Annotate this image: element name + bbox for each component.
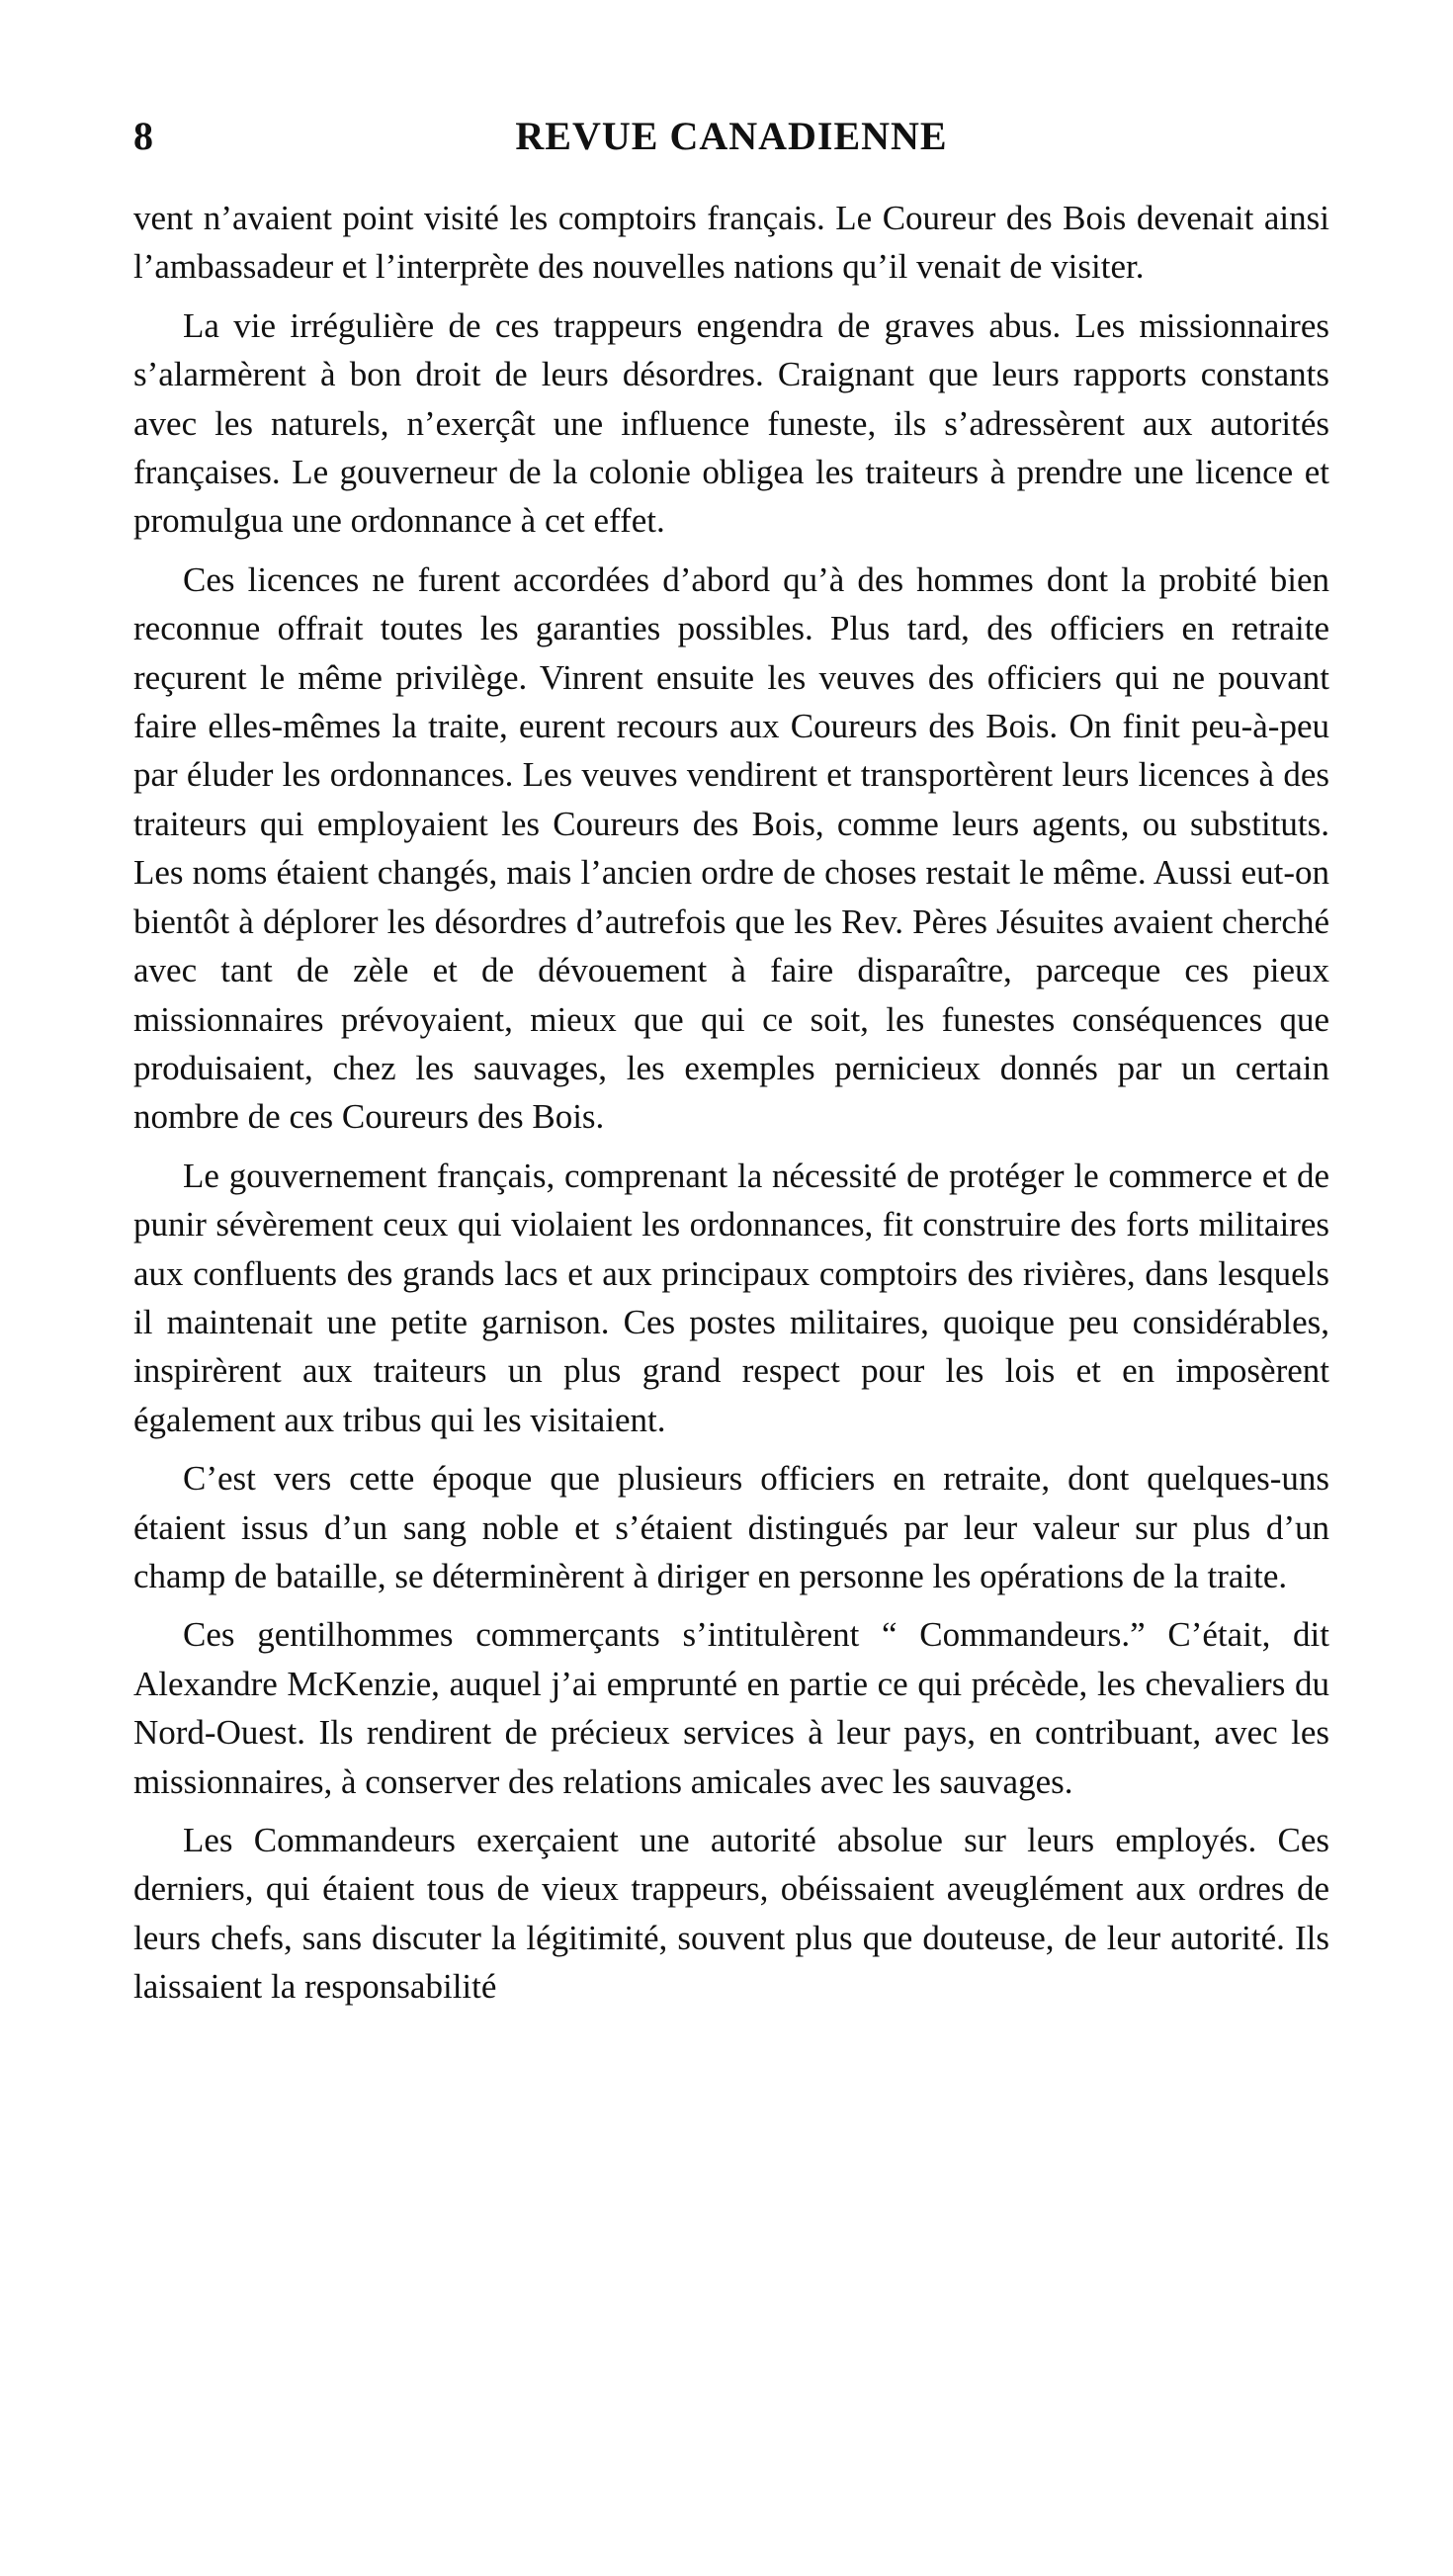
page-number: 8 bbox=[133, 114, 153, 158]
running-head bbox=[133, 107, 1329, 166]
paragraph: La vie irrégulière de ces trappeurs engendra de graves abus. Les missionnaires s’alarmèrent à bon droit de leurs désordres. Craignant que leurs rapports constants avec les naturels, n’exerçât une influence funeste, ils s’adressèrent aux autorités françaises. Le gouverneur de la colonie obligea les traiteurs à prendre une licence et promulgua une ordonnance à cet effet. bbox=[133, 305, 1329, 541]
page bbox=[133, 107, 1329, 2021]
paragraph: Ces gentilhommes commerçants s’intitulèrent “ Commandeurs.” C’était, dit Alexandre McKenzie, auquel j’ai emprunté en partie ce qui précède, les chevaliers du Nord-Ouest. Ils rendirent de précieux services à leur pays, en contribuant, avec les missionnaires, à conserver des relations amicales avec les sauvages. bbox=[133, 1615, 1329, 1801]
paragraph: Ces licences ne furent accordées d’abord qu’à des hommes dont la probité bien reconnue offrait toutes les garanties possibles. Plus tard, des officiers en retraite reçurent le même privilège. Vinrent ensuite les veuves des officiers qui ne pouvant faire elles-mêmes la traite, eurent recours aux Coureurs des Bois. On finit peu-à-peu par éluder les ordonnances. Les veuves vendirent et transportèrent leurs licences à des traiteurs qui employaient les Coureurs des Bois, comme leurs agents, ou substituts. Les noms étaient changés, mais l’ancien ordre de choses restait le même. Aussi eut-on bientôt à déplorer les désordres d’autrefois que les Rev. Pères Jésuites avaient cherché avec tant de zèle et de dévouement à faire disparaître, parceque ces pieux missionnaires prévoyaient, mieux que qui ce soit, les funestes conséquences que produisaient, chez les sauvages, les exemples pernicieux donnés par un certain nombre de ces Coureurs des Bois. bbox=[133, 559, 1329, 1137]
body-text bbox=[133, 194, 1329, 2012]
journal-title: REVUE CANADIENNE bbox=[515, 114, 948, 158]
paragraph: vent n’avaient point visité les comptoirs français. Le Coureur des Bois devenait ainsi l’ambassadeur et l’interprète des nouvelles nations qu’il venait de visiter. bbox=[133, 199, 1329, 287]
paragraph: Le gouvernement français, comprenant la nécessité de protéger le commerce et de punir sévèrement ceux qui violaient les ordonnances, fit construire des forts militaires aux confluents des grands lacs et aux principaux comptoirs des rivières, dans lesquels il maintenait une petite garnison. Ces postes militaires, quoique peu considérables, inspirèrent aux traiteurs un plus grand respect pour les lois et en imposèrent également aux tribus qui les visitaient. bbox=[133, 1156, 1329, 1439]
paragraph: C’est vers cette époque que plusieurs officiers en retraite, dont quelques-uns étaient issus d’un sang noble et s’étaient distingués par leur valeur sur plus d’un champ de bataille, se déterminèrent à diriger en personne les opérations de la traite. bbox=[133, 1459, 1329, 1595]
paragraph: Les Commandeurs exerçaient une autorité absolue sur leurs employés. Ces derniers, qui étaient tous de vieux trappeurs, obéissaient aveuglément aux ordres de leurs chefs, sans discuter la légitimité, souvent plus que douteuse, de leur autorité. Ils laissaient la responsabilité bbox=[133, 1821, 1329, 2007]
